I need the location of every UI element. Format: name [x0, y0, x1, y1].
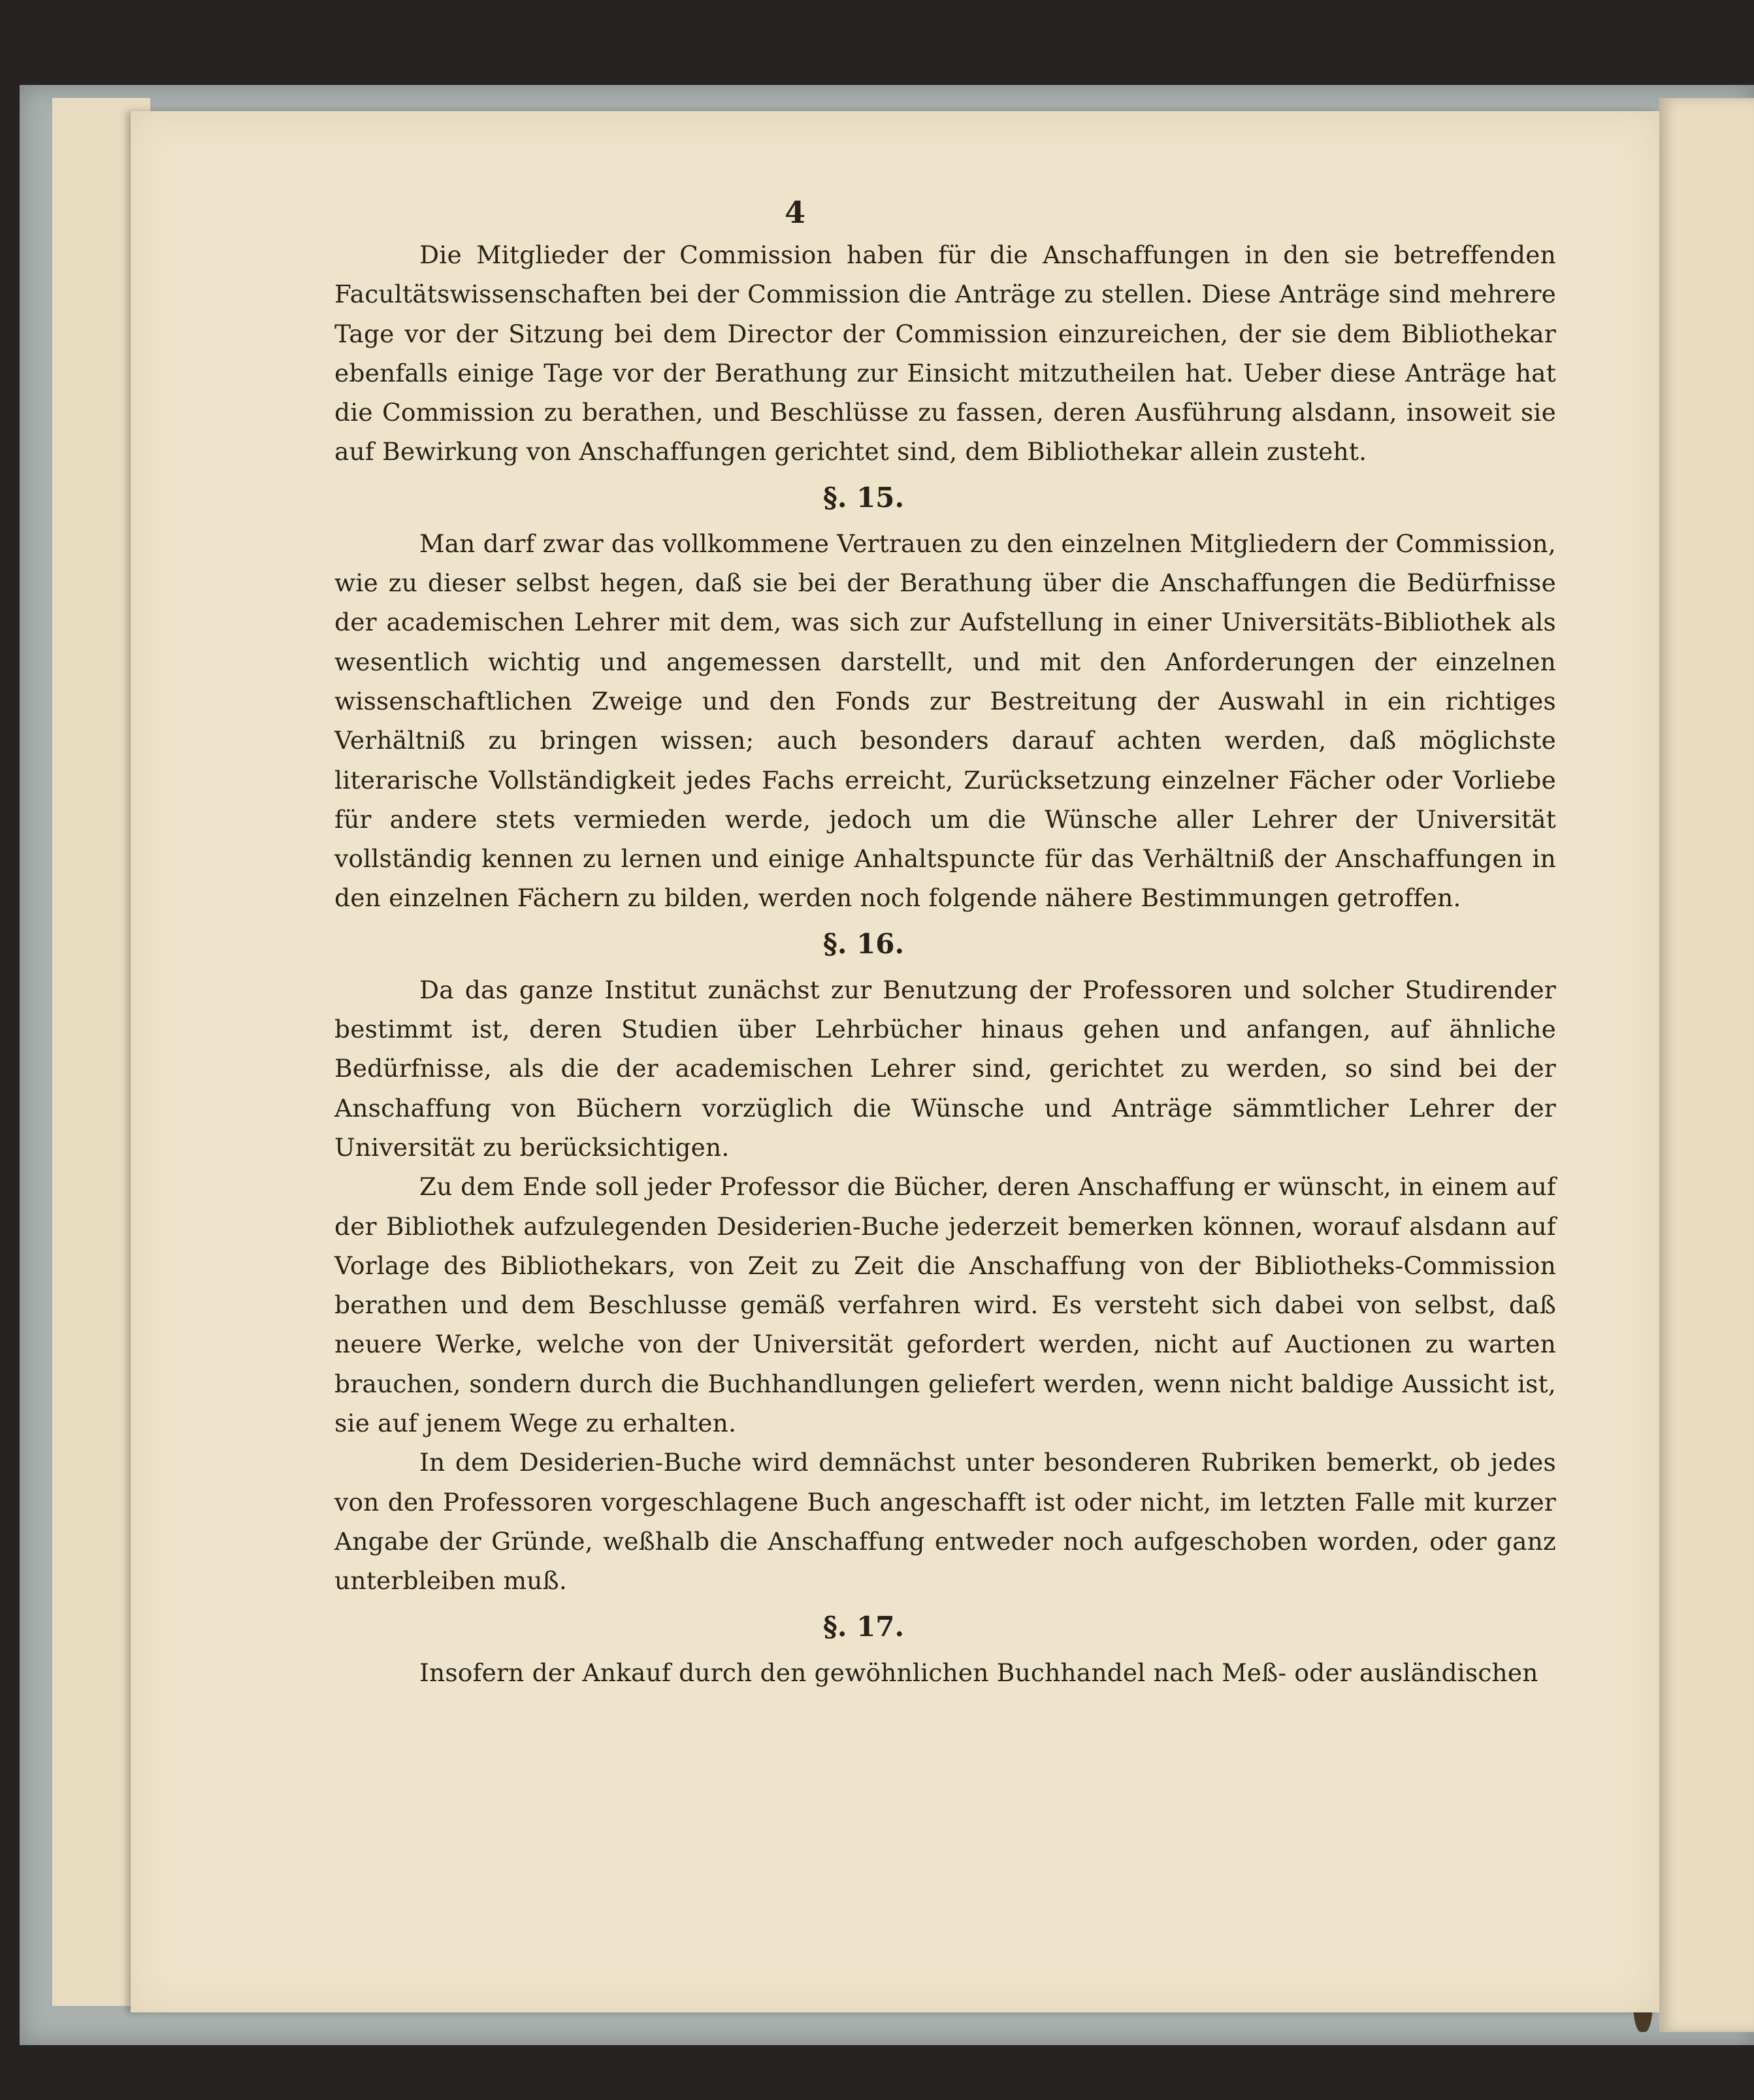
- page-number: 4: [784, 195, 805, 230]
- page-text: [334, 189, 1556, 1692]
- paragraph: Da das ganze Institut zunächst zur Benutzung der Professoren und solcher Studirender bestimmt ist, deren Studien über Lehrbücher hinaus gehen und anfangen, auf ähnliche Bedürfnisse, als die der academischen Lehrer sind, gerichtet zu werden, so sind bei der Anschaffung von Büchern vorzüglich die Wünsche und Anträge sämmtlicher Lehrer der Universität zu berücksichtigen.: [334, 975, 1556, 1162]
- paragraph: In dem Desiderien-Buche wird demnächst unter besonderen Rubriken bemerkt, ob jedes von den Professoren vorgeschlagene Buch angeschafft ist oder nicht, im letzten Falle mit kurzer Angabe der Gründe, weßhalb die Anschaffung entweder noch aufgeschoben worden, oder ganz unterbleiben muß.: [334, 1448, 1556, 1596]
- section-heading: §. 17.: [822, 1610, 905, 1643]
- paragraph: Die Mitglieder der Commission haben für die Anschaffungen in den sie betreffenden Facultätswissenschaften bei der Commission die Anträge zu stellen. Diese Anträge sind mehrere Tage vor der Sitzung bei dem Director der Commission einzureichen, der sie dem Bibliothekar ebenfalls einige Tage vor der Berathung zur Einsicht mitzutheilen hat. Ueber diese Anträge hat die Commission zu berathen, und Beschlüsse zu fassen, deren Ausführung alsdann, insoweit sie auf Bewirkung von Anschaffungen gerichtet sind, dem Bibliothekar allein zusteht.: [334, 240, 1556, 467]
- paragraph: Man darf zwar das vollkommene Vertrauen zu den einzelnen Mitgliedern der Commission, wie zu dieser selbst hegen, daß sie bei der Berathung über die Anschaffungen die Bedürfnisse der academischen Lehrer mit dem, was sich zur Aufstellung in einer Universitäts-Bibliothek als wesentlich wichtig und angemessen darstellt, und mit den Anforderungen der einzelnen wissenschaftlichen Zweige und den Fonds zur Bestreitung der Auswahl in ein richtiges Verhältniß zu bringen wissen; auch besonders darauf achten werden, daß möglichste literarische Vollständigkeit jedes Fachs erreicht, Zurücksetzung einzelner Fächer oder Vorliebe für andere stets vermieden werde, jedoch um die Wünsche aller Lehrer der Universität vollständig kennen zu lernen und einige Anhaltspuncte für das Verhältniß der Anschaffungen in den einzelnen Fächern zu bilden, werden noch folgende nähere Bestimmungen getroffen.: [334, 529, 1556, 913]
- section-heading: §. 16.: [822, 927, 905, 960]
- paragraph: Insofern der Ankauf durch den gewöhnlichen Buchhandel nach Meß- oder ausländischen: [419, 1658, 1538, 1687]
- paragraph: Zu dem Ende soll jeder Professor die Bücher, deren Anschaffung er wünscht, in einem auf der Bibliothek aufzulegenden Desiderien-Buche jederzeit bemerken können, worauf alsdann auf Vorlage des Bibliothekars, von Zeit zu Zeit die Anschaffung von der Bibliotheks-Commission berathen und dem Beschlusse gemäß verfahren wird. Es versteht sich dabei von selbst, daß neuere Werke, welche von der Universität gefordert werden, nicht auf Auctionen zu warten brauchen, sondern durch die Buchhandlungen geliefert werden, wenn nicht baldige Aussicht ist, sie auf jenem Wege zu erhalten.: [334, 1172, 1556, 1438]
- section-heading: §. 15.: [822, 481, 905, 514]
- facing-page-edge: [1659, 98, 1754, 2032]
